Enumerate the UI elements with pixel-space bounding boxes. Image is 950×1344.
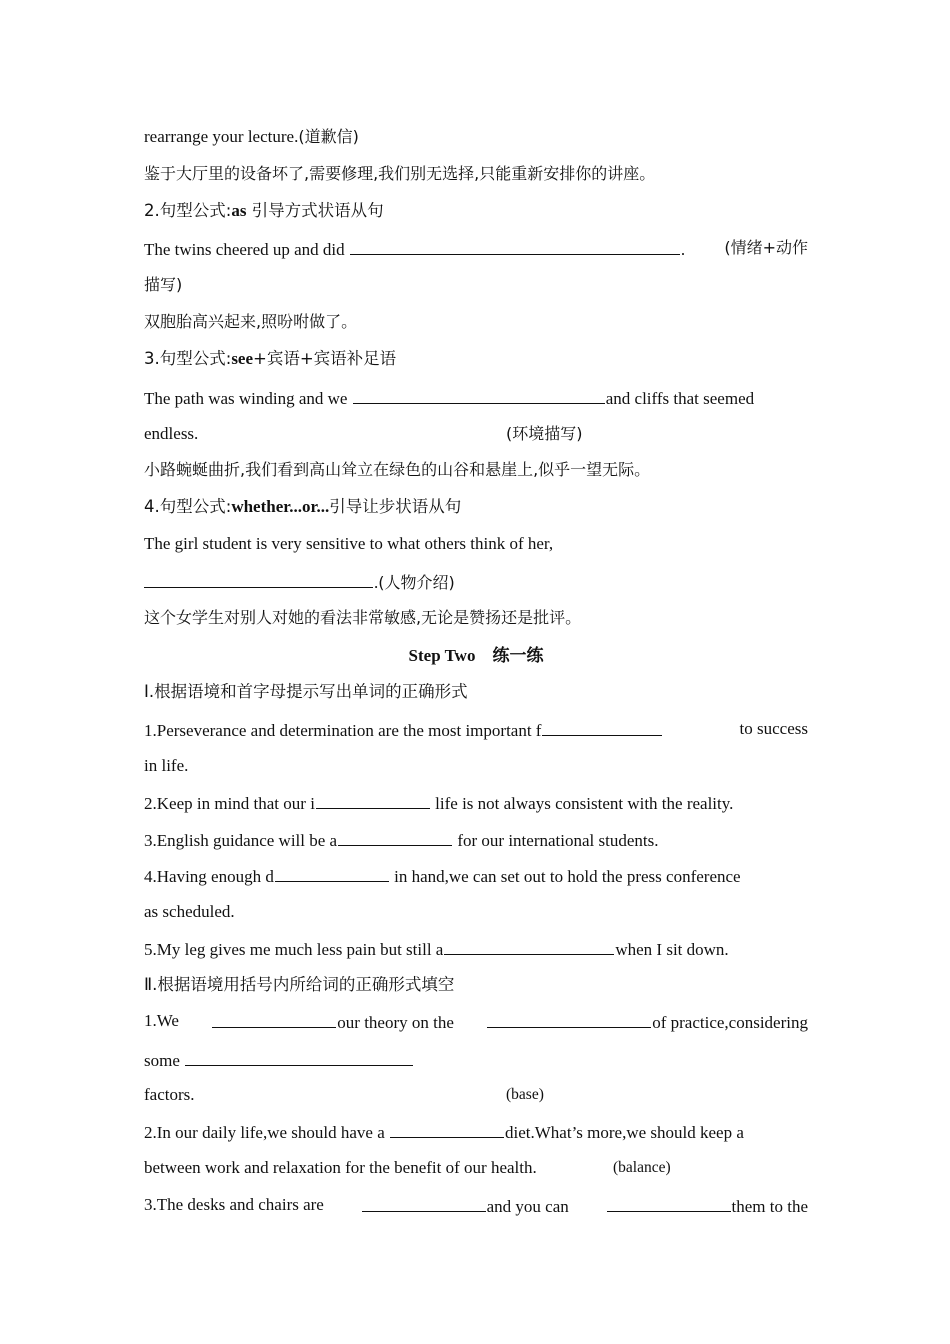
- part-2-q1-blank-2[interactable]: [487, 1011, 651, 1028]
- part-1-q5-start: 5.My leg gives me much less pain but still a: [144, 940, 444, 959]
- part-2-q3-blank-2[interactable]: [607, 1195, 731, 1212]
- item-4-sentence-line2: [144, 571, 808, 593]
- item-3-heading-bold: see: [231, 349, 254, 368]
- item-2-sentence-end: .: [680, 240, 686, 259]
- part-2-q2-note: (balance): [613, 1159, 671, 1176]
- item-3-heading: [144, 349, 808, 369]
- part-1-q2-start: 2.Keep in mind that our i: [144, 794, 315, 813]
- part-2-q1-group-1: [211, 1011, 454, 1033]
- part-1-q1: [144, 719, 808, 741]
- top-line-1-note: (道歉信): [298, 127, 359, 146]
- item-4-translation: 这个女学生对别人对她的看法非常敏感,无论是赞扬还是批评。: [144, 608, 582, 627]
- part-2-q1-blank-1[interactable]: [212, 1011, 336, 1028]
- step-two-title: Step Two 练一练: [408, 646, 544, 665]
- item-2-note-part1: (情绪+动作: [724, 238, 808, 257]
- part-1-q4-end: in hand,we can set out to hold the press conference: [389, 867, 741, 886]
- top-line-2-translation: 鉴于大厅里的设备坏了,需要修理,我们别无选择,只能重新安排你的讲座。: [144, 164, 656, 183]
- part-1-q3: [144, 829, 808, 851]
- top-line-1-text: rearrange your lecture.: [144, 127, 299, 146]
- part-2-heading: Ⅱ.根据语境用括号内所给词的正确形式填空: [144, 975, 455, 994]
- item-2-heading-suffix: 引导方式状语从句: [246, 201, 384, 220]
- part-2-q2-end: diet.What’s more,we should keep a: [505, 1123, 744, 1142]
- item-2-translation: 双胞胎高兴起来,照吩咐做了。: [144, 312, 358, 331]
- part-2-q1-blank-3[interactable]: [185, 1049, 413, 1066]
- part-2-q3-w3: them to the: [731, 1197, 808, 1216]
- part-1-q1-start: 1.Perseverance and determination are the most important f: [144, 721, 542, 740]
- part-1-q2-blank[interactable]: [316, 792, 430, 809]
- part-2-q1-note: (base): [506, 1086, 544, 1103]
- part-2-q1-group-2: [486, 1011, 808, 1033]
- item-3-heading-suffix: +宾语+宾语补足语: [253, 349, 397, 368]
- item-4-sentence-end: .: [374, 573, 379, 592]
- part-2-q2-blank-1[interactable]: [390, 1121, 504, 1138]
- part-1-q4-blank[interactable]: [275, 865, 389, 882]
- part-2-q3-w1: 3.The desks and chairs are: [144, 1195, 324, 1214]
- item-3-sentence-mid: and cliffs that seemed: [605, 389, 755, 408]
- part-1-q1-line2: in life.: [144, 756, 189, 775]
- part-2-q3-w2: and you can: [486, 1197, 569, 1216]
- item-2-answer-blank[interactable]: [350, 238, 680, 255]
- part-1-q1-blank[interactable]: [542, 719, 662, 736]
- part-2-q1-w3: of practice,considering: [652, 1013, 808, 1032]
- part-2-q2-line2: [144, 1158, 808, 1178]
- item-2-heading: [144, 201, 808, 221]
- part-2-q1-line3-text: factors.: [144, 1085, 195, 1104]
- item-3-sentence-line2: [144, 424, 808, 444]
- item-4-sentence: The girl student is very sensitive to what others think of her,: [144, 534, 554, 553]
- item-4-heading-prefix: 4.句型公式:: [144, 497, 232, 516]
- part-1-q4-line2: as scheduled.: [144, 902, 235, 921]
- part-2-q1: [144, 1011, 808, 1033]
- item-4-heading: [144, 497, 808, 517]
- part-1-q5-end: when I sit down.: [615, 940, 729, 959]
- item-4-heading-suffix: 引导让步状语从句: [329, 497, 462, 516]
- part-1-q4: [144, 865, 808, 887]
- part-2-q2-line2-text: between work and relaxation for the benefit of our health.: [144, 1158, 537, 1177]
- part-1-q3-end: for our international students.: [453, 831, 659, 850]
- part-2-q1-w2: our theory on the: [337, 1013, 454, 1032]
- part-2-q3-group-1: [361, 1195, 569, 1217]
- item-2-heading-bold: as: [231, 201, 247, 220]
- part-2-q2-start: 2.In our daily life,we should have a: [144, 1123, 390, 1142]
- item-2-heading-prefix: 2.句型公式:: [144, 201, 232, 220]
- item-2-note-part2: 描写): [144, 275, 183, 294]
- part-2-q3-blank-1[interactable]: [362, 1195, 486, 1212]
- item-3-heading-prefix: 3.句型公式:: [144, 349, 232, 368]
- part-1-q2-end: life is not always consistent with the reality.: [430, 794, 734, 813]
- item-2-sentence-text: The twins cheered up and did: [144, 240, 349, 259]
- item-2-sentence: [144, 238, 808, 260]
- part-1-q2: [144, 792, 808, 814]
- part-2-q2: [144, 1121, 808, 1143]
- part-1-q1-end: to success: [739, 719, 808, 738]
- part-1-q4-start: 4.Having enough d: [144, 867, 274, 886]
- part-2-q3: [144, 1195, 808, 1217]
- item-3-translation: 小路蜿蜒曲折,我们看到高山耸立在绿色的山谷和悬崖上,似乎一望无际。: [144, 460, 651, 479]
- part-1-q5-blank[interactable]: [444, 938, 614, 955]
- top-line-1: [144, 127, 808, 147]
- part-1-q5: [144, 938, 808, 960]
- item-4-answer-blank[interactable]: [144, 571, 373, 588]
- item-4-heading-bold: whether...or...: [231, 497, 330, 516]
- item-3-sentence-start: The path was winding and we: [144, 389, 352, 408]
- part-1-heading: Ⅰ.根据语境和首字母提示写出单词的正确形式: [144, 682, 468, 701]
- part-2-q1-line2: [144, 1049, 808, 1071]
- part-1-q3-blank[interactable]: [338, 829, 452, 846]
- part-1-q3-start: 3.English guidance will be a: [144, 831, 338, 850]
- item-4-note: (人物介绍): [378, 573, 455, 592]
- item-3-sentence: [144, 387, 808, 409]
- part-2-q1-w1: 1.We: [144, 1011, 179, 1030]
- part-2-q1-line2-text: some: [144, 1051, 185, 1070]
- item-3-answer-blank[interactable]: [353, 387, 605, 404]
- part-2-q3-group-2: [606, 1195, 808, 1217]
- item-3-note: (环境描写): [506, 424, 583, 443]
- item-3-sentence-end: endless.: [144, 424, 199, 443]
- part-2-q1-line3: [144, 1085, 808, 1105]
